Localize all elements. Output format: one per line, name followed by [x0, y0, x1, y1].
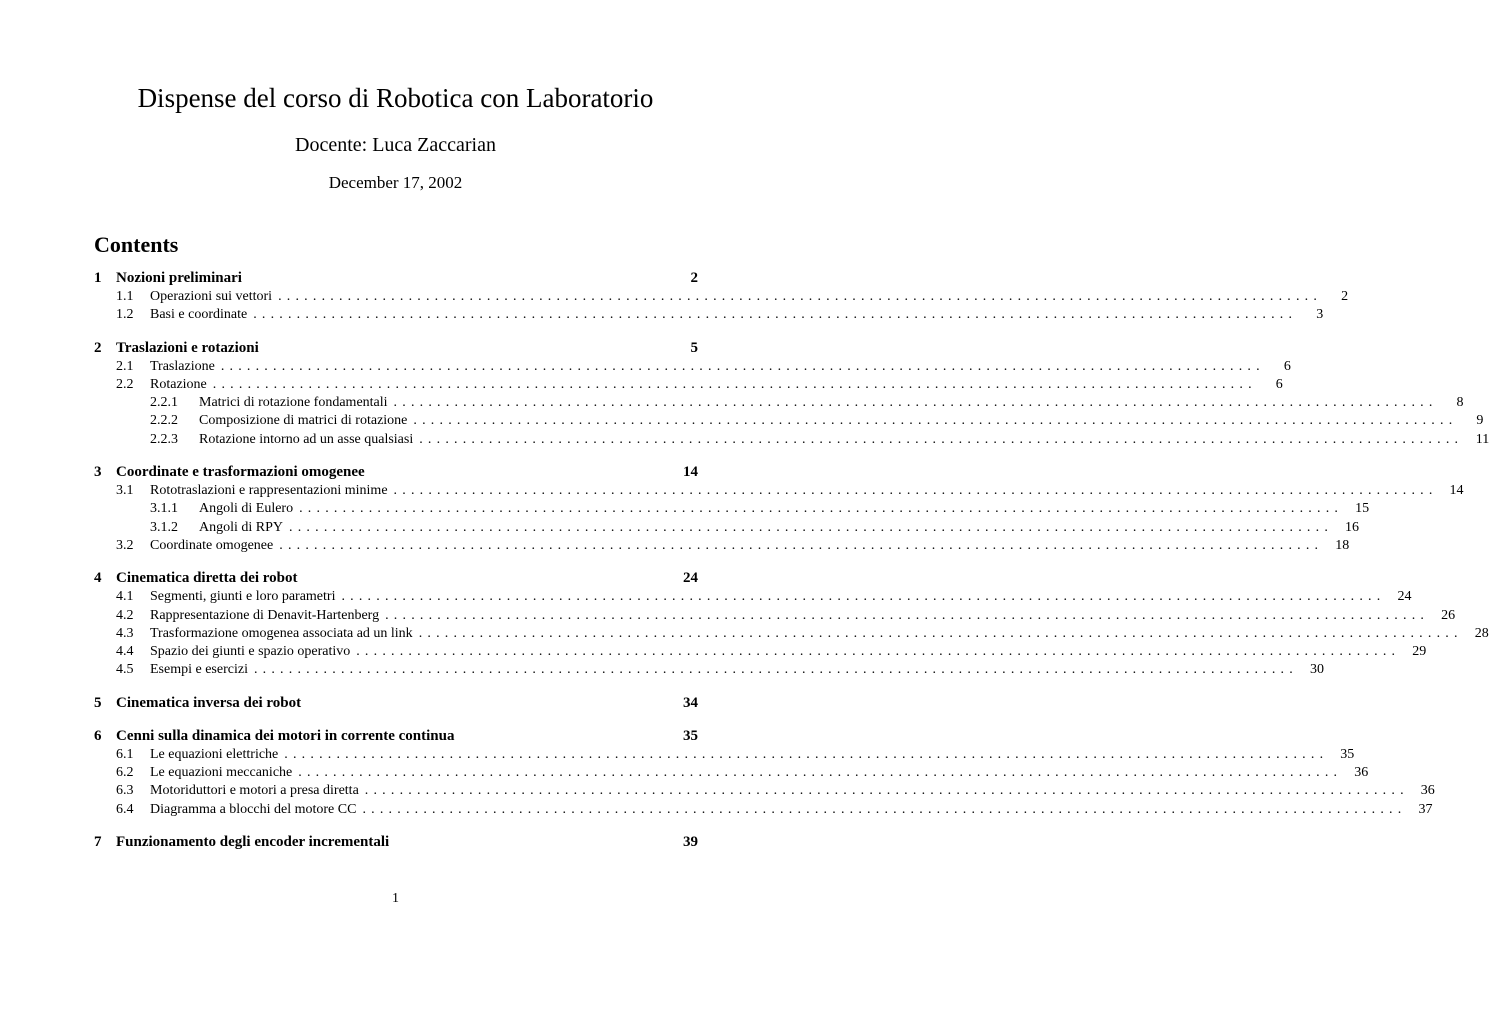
toc-subsection[interactable]	[94, 765, 1369, 783]
toc-entry-title: Trasformazione omogenea associata ad un link	[150, 625, 413, 641]
toc-subsection[interactable]	[94, 307, 1324, 325]
toc-section[interactable]	[94, 570, 698, 589]
toc-dot-leader: ........................................................................................................................	[362, 801, 1407, 817]
toc-subsection[interactable]	[94, 644, 1427, 662]
toc-dot-leader: ........................................................................................................................	[393, 483, 1438, 499]
toc-entry-title: Esempi e esercizi	[150, 662, 248, 678]
toc-entry-title: Le equazioni elettriche	[150, 746, 279, 762]
toc-entry-page: 36	[1354, 765, 1369, 781]
toc-dot-leader: ........................................................................................................................	[212, 376, 1257, 392]
toc-dot-leader: ........................................................................................................................	[289, 519, 1334, 535]
toc-entry-number: 2.2.2	[150, 413, 178, 429]
toc-section-title: Nozioni preliminari	[116, 270, 242, 286]
toc-entry-number: 6.3	[116, 783, 134, 799]
toc-entry-title: Angoli di Eulero	[199, 501, 294, 517]
toc-entry-page: 15	[1355, 501, 1370, 517]
toc-subsubsection[interactable]	[94, 519, 1360, 538]
toc-entry-title: Diagramma a blocchi del motore CC	[150, 801, 357, 817]
toc-entry-page: 29	[1412, 644, 1427, 660]
toc-dot-leader: ........................................................................................................................	[419, 431, 1464, 447]
toc-entry-number: 4.4	[116, 644, 134, 660]
toc-entry-number: 6.4	[116, 801, 134, 817]
toc-entry-number: 3.1	[116, 483, 134, 499]
toc-dot-leader: ........................................................................................................................	[220, 358, 1265, 374]
toc-entry-page: 8	[1456, 395, 1464, 411]
toc-section-number: 5	[94, 694, 102, 711]
toc-dot-leader: ........................................................................................................................	[393, 395, 1438, 411]
toc-subsection[interactable]	[94, 537, 1350, 556]
toc-dot-leader: ........................................................................................................................	[385, 607, 1430, 623]
toc-entry-page: 3	[1316, 307, 1324, 323]
toc-subsection[interactable]	[94, 783, 1435, 801]
toc-dot-leader: ........................................................................................................................	[298, 765, 1343, 781]
toc-entry-page: 18	[1335, 537, 1350, 553]
toc-entry-title: Motoriduttori e motori a presa diretta	[150, 783, 359, 799]
toc-section[interactable]	[94, 834, 698, 853]
toc-section[interactable]	[94, 728, 698, 747]
toc-entry-page: 37	[1418, 801, 1433, 817]
toc-entry-page: 24	[1397, 589, 1412, 605]
toc-entry-title: Segmenti, giunti e loro parametri	[150, 589, 336, 605]
toc-entry-number: 2.2.1	[150, 395, 178, 411]
toc-entry-title: Le equazioni meccaniche	[150, 765, 293, 781]
toc-subsection[interactable]	[94, 358, 1291, 377]
toc-dot-leader: ........................................................................................................................	[253, 307, 1298, 323]
document-title: Dispense del corso di Robotica con Laboratorio	[137, 83, 654, 113]
toc-entry-number: 6.2	[116, 765, 134, 781]
toc-dot-leader: ........................................................................................................................	[418, 625, 1463, 641]
toc-entry-number: 4.1	[116, 589, 134, 605]
toc-section[interactable]	[94, 695, 698, 714]
toc-subsubsection[interactable]	[94, 501, 1370, 519]
toc-section-page: 2	[690, 270, 698, 286]
toc-dot-leader: ........................................................................................................................	[284, 746, 1329, 762]
toc-subsubsection[interactable]	[94, 431, 1489, 450]
toc-entry-number: 2.2	[116, 376, 134, 392]
toc-entry-page: 35	[1340, 746, 1355, 762]
toc-entry-number: 4.2	[116, 607, 134, 623]
toc-section-page: 35	[683, 727, 698, 744]
toc-dot-leader: ........................................................................................................................	[299, 501, 1344, 517]
toc-entry-number: 3.1.1	[150, 501, 178, 517]
toc-section-title: Cinematica inversa dei robot	[116, 694, 302, 711]
toc-subsection[interactable]	[94, 625, 1489, 644]
toc-section-title: Cenni sulla dinamica dei motori in corrente continua	[116, 727, 455, 744]
toc-section-title: Funzionamento degli encoder incrementali	[116, 833, 390, 850]
toc-entry-number: 2.2.3	[150, 431, 178, 447]
toc-section-number: 4	[94, 570, 102, 587]
toc-entry-title: Basi e coordinate	[150, 307, 248, 323]
toc-entry-number: 6.1	[116, 746, 134, 762]
toc-entry-number: 3.2	[116, 537, 134, 553]
table-of-contents	[94, 270, 1489, 853]
page-number: 1	[392, 891, 399, 906]
toc-section-number: 7	[94, 833, 102, 850]
toc-section[interactable]	[94, 464, 698, 483]
toc-entry-title: Angoli di RPY	[199, 519, 284, 535]
toc-subsubsection[interactable]	[94, 413, 1484, 431]
toc-entry-page: 28	[1474, 625, 1489, 641]
toc-entry-title: Rotazione	[150, 376, 207, 392]
toc-entry-title: Composizione di matrici di rotazione	[199, 413, 408, 429]
toc-section-page: 14	[683, 464, 698, 481]
toc-section-title: Traslazioni e rotazioni	[116, 339, 259, 356]
toc-dot-leader: ........................................................................................................................	[413, 413, 1458, 429]
toc-subsection[interactable]	[94, 746, 1355, 765]
toc-entry-title: Coordinate omogenee	[150, 537, 274, 553]
toc-subsubsection[interactable]	[94, 395, 1464, 413]
toc-entry-page: 14	[1449, 483, 1464, 499]
toc-subsection[interactable]	[94, 589, 1412, 607]
toc-entry-number: 2.1	[116, 358, 134, 374]
toc-section[interactable]	[94, 270, 698, 289]
toc-entry-page: 11	[1475, 431, 1489, 447]
toc-entry-page: 9	[1476, 413, 1484, 429]
toc-entry-number: 4.3	[116, 625, 134, 641]
toc-section-page: 34	[683, 694, 698, 711]
toc-section-page: 24	[683, 570, 698, 587]
toc-entry-title: Rotazione intorno ad un asse qualsiasi	[199, 431, 414, 447]
toc-entry-page: 30	[1309, 662, 1324, 678]
toc-subsection[interactable]	[94, 607, 1456, 626]
toc-dot-leader: ........................................................................................................................	[279, 537, 1324, 553]
toc-subsection[interactable]	[94, 289, 1349, 307]
toc-subsection[interactable]	[94, 801, 1433, 820]
toc-entry-title: Spazio dei giunti e spazio operativo	[150, 644, 351, 660]
toc-section-number: 3	[94, 464, 102, 481]
toc-entry-number: 1.1	[116, 289, 134, 304]
toc-section-page: 5	[690, 339, 698, 356]
toc-section-title: Coordinate e trasformazioni omogenee	[116, 464, 365, 481]
toc-subsection[interactable]	[94, 376, 1283, 395]
toc-entry-title: Rototraslazioni e rappresentazioni minime	[150, 483, 388, 499]
toc-dot-leader: ........................................................................................................................	[341, 589, 1386, 605]
toc-entry-page: 26	[1441, 607, 1456, 623]
toc-entry-page: 36	[1420, 783, 1435, 799]
toc-dot-leader: ........................................................................................................................	[364, 783, 1409, 799]
toc-entry-title: Rappresentazione di Denavit-Hartenberg	[150, 607, 380, 623]
toc-section[interactable]	[94, 340, 698, 359]
toc-section-number: 1	[94, 270, 102, 286]
document-author: Docente: Luca Zaccarian	[295, 134, 496, 156]
toc-section-title: Cinematica diretta dei robot	[116, 570, 298, 587]
toc-entry-title: Matrici di rotazione fondamentali	[199, 395, 388, 411]
toc-entry-number: 1.2	[116, 307, 134, 323]
toc-subsection[interactable]	[94, 483, 1464, 501]
toc-section-page: 39	[683, 833, 698, 850]
toc-entry-title: Traslazione	[150, 358, 215, 374]
toc-entry-page: 6	[1283, 358, 1291, 374]
toc-entry-number: 4.5	[116, 662, 134, 678]
document-date: December 17, 2002	[328, 173, 463, 192]
toc-entry-page: 2	[1341, 289, 1349, 304]
toc-entry-number: 3.1.2	[150, 519, 178, 535]
toc-entry-page: 6	[1275, 376, 1283, 392]
toc-section-number: 2	[94, 339, 102, 356]
toc-entry-title: Operazioni sui vettori	[150, 289, 273, 304]
toc-section-number: 6	[94, 727, 102, 744]
toc-subsection[interactable]	[94, 662, 1324, 680]
toc-dot-leader: ........................................................................................................................	[253, 662, 1298, 678]
toc-entry-page: 16	[1345, 519, 1360, 535]
contents-heading: Contents	[94, 232, 179, 257]
toc-dot-leader: ........................................................................................................................	[278, 289, 1323, 304]
toc-dot-leader: ........................................................................................................................	[356, 644, 1401, 660]
